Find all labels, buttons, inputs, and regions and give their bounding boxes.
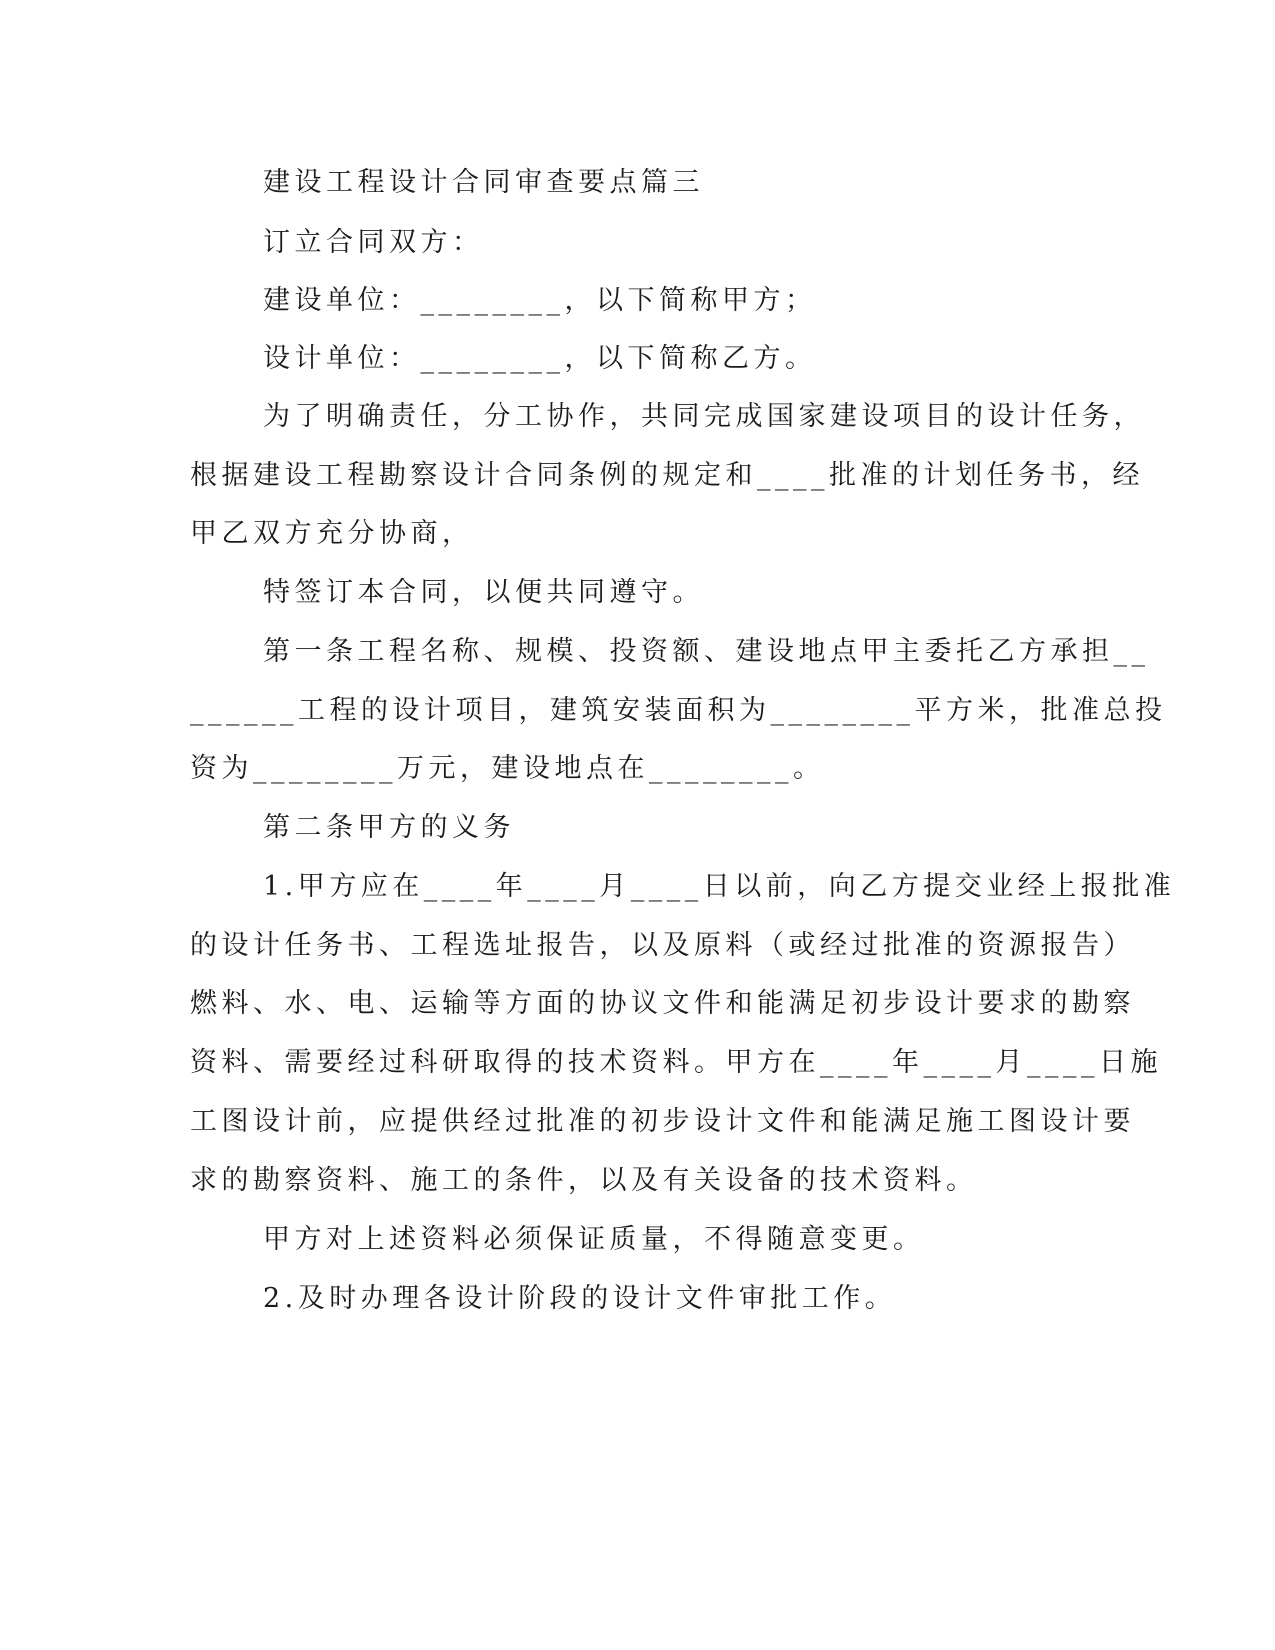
article-1-line: ______工程的设计项目，建筑安装面积为________平方米，批准总投	[190, 695, 1167, 726]
article-2-heading: 第二条甲方的义务	[263, 812, 515, 843]
document-title: 建设工程设计合同审查要点篇三	[263, 167, 704, 198]
party-a-line: 建设单位：________，以下简称甲方；	[263, 285, 817, 316]
clause-1-line: 求的勘察资料、施工的条件，以及有关设备的技术资料。	[190, 1165, 978, 1196]
paragraph-line: 甲乙双方充分协商，	[190, 518, 474, 549]
paragraph-line: 特签订本合同，以便共同遵守。	[263, 577, 704, 608]
article-1-line: 第一条工程名称、规模、投资额、建设地点甲主委托乙方承担__	[263, 636, 1150, 667]
clause-1-line: 燃料、水、电、运输等方面的协议文件和能满足初步设计要求的勘察	[190, 988, 1135, 1019]
clause-1-line: 1.甲方应在____年____月____日以前，向乙方提交业经上报批准	[263, 871, 1176, 902]
clause-1-line: 资料、需要经过科研取得的技术资料。甲方在____年____月____日施	[190, 1047, 1162, 1078]
party-b-line: 设计单位：________，以下简称乙方。	[263, 343, 817, 374]
paragraph-line: 甲方对上述资料必须保证质量，不得随意变更。	[263, 1224, 925, 1255]
clause-2-line: 2.及时办理各设计阶段的设计文件审批工作。	[263, 1283, 897, 1314]
paragraph-line: 根据建设工程勘察设计合同条例的规定和____批准的计划任务书，经	[190, 460, 1144, 491]
clause-1-line: 工图设计前，应提供经过批准的初步设计文件和能满足施工图设计要	[190, 1106, 1135, 1137]
parties-heading: 订立合同双方：	[263, 227, 484, 258]
paragraph-line: 为了明确责任，分工协作，共同完成国家建设项目的设计任务，	[263, 401, 1145, 432]
article-1-line: 资为________万元，建设地点在________。	[190, 753, 825, 784]
clause-1-line: 的设计任务书、工程选址报告，以及原料（或经过批准的资源报告）	[190, 930, 1135, 961]
